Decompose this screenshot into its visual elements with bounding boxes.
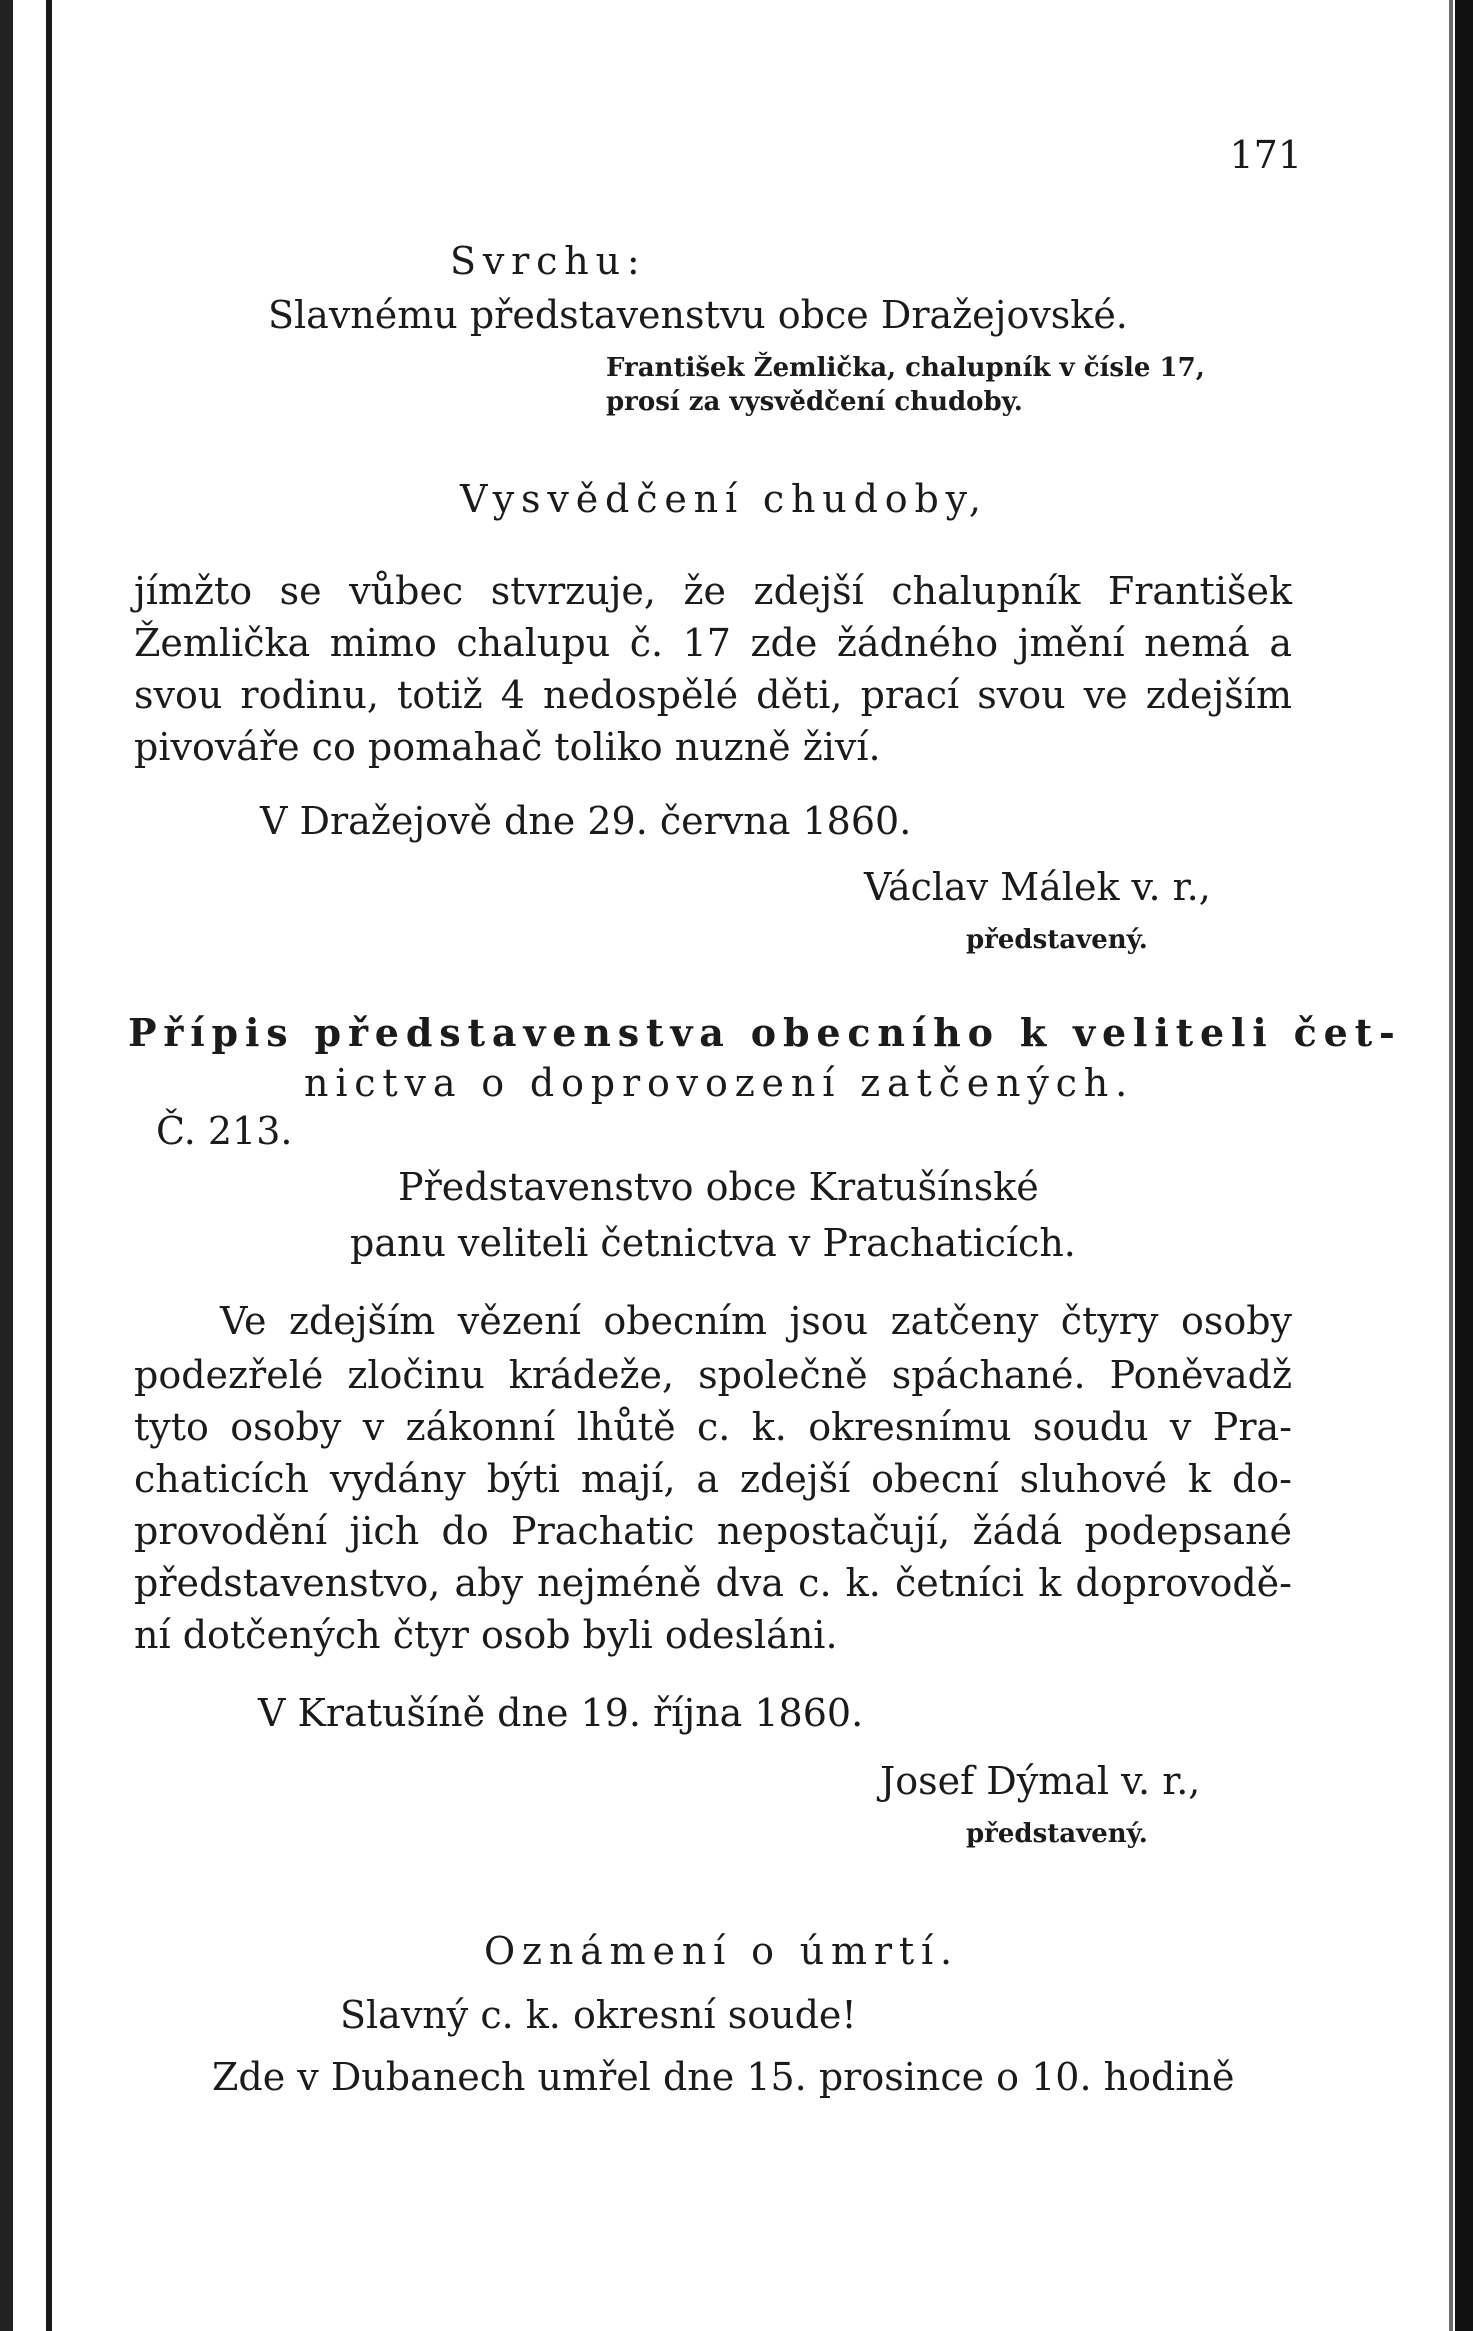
letter-body-line-7: ní dotčených čtyr osob byli odesláni. [134, 1613, 838, 1657]
certificate-body-line-4: pivováře co pomahač toliko nuzně živí. [134, 725, 881, 769]
book-page [120, 120, 1402, 2120]
certificate-title: Vysvědčení chudoby, [460, 477, 988, 521]
death-notice-body-line-1: Zde v Dubanech umřel dne 15. prosince o 10. hodině [212, 2055, 1235, 2099]
letter-body-line-4: chaticích vydány býti mají, a zdejší obecní sluhové k do- [134, 1457, 1292, 1501]
petition-addressee: Slavnému představenstvu obce Dražejovské. [268, 293, 1128, 337]
letter-sender: Představenstvo obce Kratušínské [398, 1165, 1039, 1209]
certificate-date: V Dražejově dne 29. června 1860. [260, 799, 912, 843]
letter-body-line-2: podezřelé zločinu krádeže, společně spáchané. Poněvadž [134, 1353, 1292, 1397]
letter-role: představený. [966, 1819, 1148, 1849]
letter-number: Č. 213. [156, 1109, 293, 1153]
death-notice-salutation: Slavný c. k. okresní soude! [340, 1993, 857, 2037]
petition-request-line-1: František Žemlička, chalupník v čísle 17, [606, 353, 1205, 383]
petition-heading: Svrchu: [450, 239, 647, 283]
letter-signature: Josef Dýmal v. r., [880, 1759, 1201, 1803]
letter-body-line-6: představenstvo, aby nejméně dva c. k. četníci k doprovodě- [134, 1561, 1292, 1605]
petition-request-line-2: prosí za vysvědčení chudoby. [606, 387, 1023, 417]
scan-right-edge [1455, 0, 1473, 2331]
certificate-body-line-1: jímžto se vůbec stvrzuje, že zdejší chalupník František [134, 569, 1292, 613]
letter-body-line-3: tyto osoby v zákonní lhůtě c. k. okresnímu soudu v Pra- [134, 1405, 1292, 1449]
letter-recipient: panu veliteli četnictva v Prachaticích. [350, 1221, 1076, 1265]
certificate-body-line-3: svou rodinu, totiž 4 nedospělé děti, prací svou ve zdejším [134, 673, 1292, 717]
letter-body-line-1: Ve zdejším vězení obecním jsou zatčeny čtyry osoby [220, 1299, 1292, 1343]
certificate-role: představený. [966, 925, 1148, 955]
letter-body-line-5: provodění jich do Prachatic nepostačují, žádá podepsané [134, 1509, 1292, 1553]
letter-date: V Kratušíně dne 19. října 1860. [258, 1691, 864, 1735]
letter-title-line-2: nictva o doprovození zatčených. [304, 1061, 1135, 1105]
page-number: 171 [1229, 133, 1302, 177]
scan-left-edge [0, 0, 56, 2331]
certificate-signature: Václav Málek v. r., [864, 865, 1211, 909]
letter-title-line-1: Přípis představenstva obecního k veliteli čet- [128, 1010, 1402, 1055]
certificate-body-line-2: Žemlička mimo chalupu č. 17 zde žádného jmění nemá a [134, 621, 1292, 665]
death-notice-title: Oznámení o úmrtí. [484, 1929, 959, 1973]
